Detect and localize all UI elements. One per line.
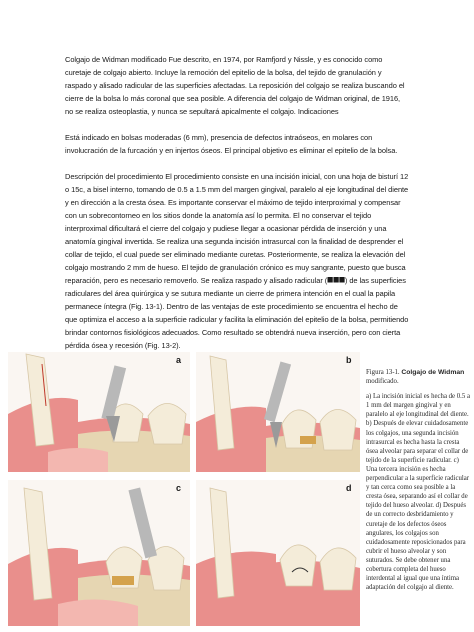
figure-panel-a [8,352,190,472]
caption-title [366,368,470,386]
figure-caption [366,368,470,592]
illustration-suture-d [196,480,360,626]
caption-body: a) La incisión inicial es hecha de 0.5 a 1 mm del margen gingival y en paralelo al eje longitudinal del diente. b) Después de elevar cuidadosamente los colgajos, una segunda incisión intrasurcal es hecha hasta la cresta ósea alveolar para separar el collar de tejido de la superficie radicular. c) Una tercera incisión es hecha perpendicular a la superficie radicular y tan cerca como sea posible a la cresta ósea, separando así el collar de tejido del hueso alveolar. d) Después de un correcto desbridamiento y curetaje de los defectos óseos angulares, los colgajos son cuidadosamente reposicionados para cubrir el hueso alveolar y son suturados. Se debe obtener una cobertura completa del hueso interdental al igual que una íntima adaptación del colgajo al diente. [366,393,470,592]
paragraph-text: Colgajo de Widman modificado Fue descrito, en 1974, por Ramfjord y Nissle, y es conocido como curetaje de colgajo abierto. Incluye la remoción del epitelio de la bolsa, del tejido de granulación y raspado y alisado radicular de las superficies afectadas. La reposición del colgajo se realiza buscando el cierre de la bolsa lo más coronal que sea posible. A diferencia del colgajo de Widman original, de 1916, no se realiza osteoplastia, y nunca se sepultará apicalmente el colgajo. Indicaciones [65,55,405,116]
caption-title-bold: Colgajo de Widman [401,369,465,376]
figure-panel-d [196,480,360,626]
body-paragraph-intro [65,53,409,118]
illustration-incision-b [196,352,360,472]
caption-title-suffix: modificado. [366,378,399,386]
panel-label-c: c [176,483,182,493]
paragraph-text: Descripción del procedimiento El procedimiento consiste en una incisión inicial, con una hoja de bisturí 12 o 15c, a bisel interno, tomando de 0.5 a 1.5 mm del margen gingival, paralelo al eje longitudinal del diente y en dirección a la cresta ósea. Es importante conservar el máximo de tejido interproximal y compensar con un sobrecontorneo en los sitios donde la anatomía así lo permita. El no conservar el tejido interproximal dificultará el cierre del colgajo y pudiese llegar a ocasionar pérdida de inserción y una anatomía gingival invertida. Se realiza una segunda incisión intrasurcal con la finalidad de desprender el collar de tejido, el cual puede ser eliminado mediante curetas. Posteriormente, se realiza la elevación del colgajo mostrando 2 mm de hueso. El tejido de granulación crónico es muy sangrante, puesto que busca reparación, pero es necesario removerlo. Se realiza raspado y alisado radicular (⯀⯀⯀) de las superficies radiculares del área quirúrgica y se sutura mediante un cierre de primera intención en el cual la papila permanece íntegra (Fig. 13-1). Dentro de las ventajas de este procedimiento se encuentra el hecho de que optimiza el acceso a la superficie radicular y facilita la eliminación del epitelio de la bolsa, permitiendo brindar contornos fisiológicos adecuados. Como resultado se obtendrá nueva inserción, pero con cierta pérdida ósea y recesión (Fig. 13-2). [65,172,409,350]
panel-label-a: a [176,355,182,365]
figure-panel-c [8,480,190,626]
figure-panel-b [196,352,360,472]
body-paragraph-indications [65,131,409,157]
panel-label-b: b [346,355,352,365]
panel-label-d: d [346,483,352,493]
illustration-incision-c [8,480,190,626]
caption-title-prefix: Figura 13-1. [366,369,402,376]
illustration-incision-a [8,352,190,472]
body-paragraph-procedure [65,170,409,352]
paragraph-text: Está indicado en bolsas moderadas (6 mm), presencia de defectos intraóseos, en molares con involucración de la furcación y en injertos óseos. El principal objetivo es eliminar el epitelio de la bolsa. [65,133,398,155]
